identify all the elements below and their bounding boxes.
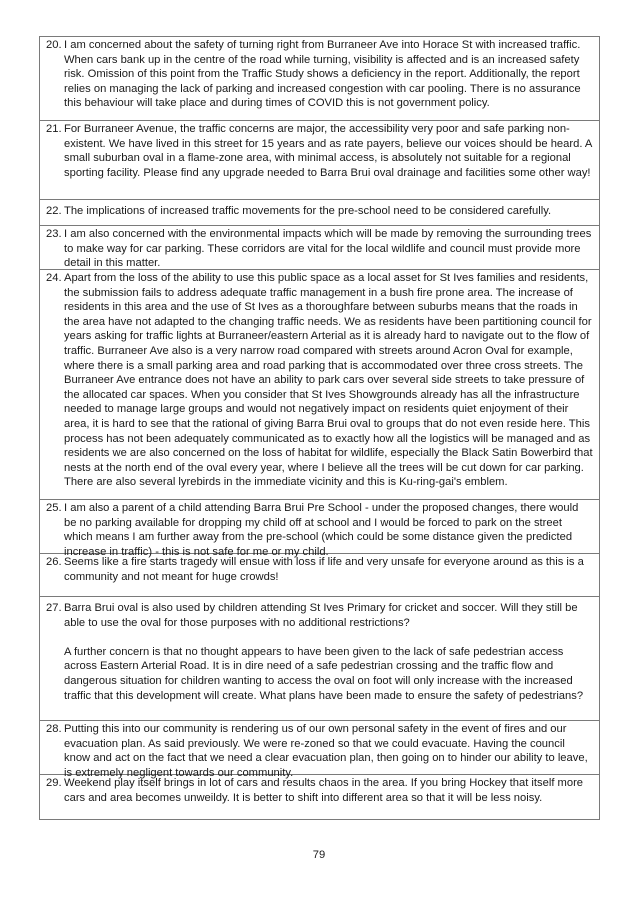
comment-item xyxy=(46,776,593,805)
comment-text: I am also a parent of a child attending Barra Brui Pre School - under the proposed changes, there would be no parking available for dropping my child off at school and I would be forced to park on the street which means I am further away from the pre-school (which could be some distance given the predicted increase in traffic) - this is not safe for me or my child. xyxy=(64,502,579,558)
comment-item xyxy=(46,722,593,780)
comment-item xyxy=(46,555,593,584)
comment-number: 26. xyxy=(46,556,62,568)
comment-item xyxy=(46,271,593,490)
comment-item xyxy=(46,227,593,271)
comment-number: 20. xyxy=(46,39,62,51)
comment-item xyxy=(46,38,593,111)
comment-number: 25. xyxy=(46,502,62,514)
comment-item xyxy=(46,501,593,559)
comment-row-20 xyxy=(39,37,600,121)
comment-number: 28. xyxy=(46,723,62,735)
comment-item xyxy=(46,601,593,703)
comment-text: Seems like a fire starts tragedy will ensue with loss if life and very unsafe for everyone around as this is a community and not meant for huge crowds! xyxy=(64,556,584,583)
comment-text: For Burraneer Avenue, the traffic concerns are major, the accessibility very poor and safe parking non-existent. We have lived in this street for 15 years and as rate payers, believe our voices should be heard. A small suburban oval in a flame-zone area, with minimal access, is absolutely not suitable for a regional sporting facility. Please find any upgrade needed to Barra Brui oval drainage and facilities some other way! xyxy=(64,123,592,179)
comment-item xyxy=(46,122,593,180)
comment-text: Weekend play itself brings in lot of cars and results chaos in the area. If you bring Hockey that itself more cars and area becomes unweildy. It is better to shift into different area so that it will be less noisy. xyxy=(64,777,584,804)
comment-text: Barra Brui oval is also used by children attending St Ives Primary for cricket and soccer. Will they still be able to use the oval for those purposes with no additional restrictions? xyxy=(64,602,578,629)
comment-row-28 xyxy=(39,721,600,779)
comment-item xyxy=(46,204,593,219)
comment-row-21 xyxy=(39,121,600,200)
page-number: 79 xyxy=(312,849,326,861)
comment-row-27 xyxy=(39,597,600,721)
comments-table xyxy=(39,36,600,820)
comment-row-23 xyxy=(39,226,600,270)
comment-row-22 xyxy=(39,200,600,226)
comment-row-25 xyxy=(39,500,600,558)
comment-text: Apart from the loss of the ability to use this public space as a local asset for St Ives families and residents, the submission fails to address adequate traffic management in a bush fire prone area. The increase of residents in this area and the use of St Ives as a thoroughfare between suburbs means that the roads in the area have not adapted to the changing traffic needs. We as residents have been partitioning council for years asking for traffic lights at Burraneer/eastern Arterial as it is already hard to navigate out to the flow of traffic. Burraneer Ave also is a very narrow road compared with streets around Acron Oval for example, where there is a small parking area and road parking that is accommodated over three cross streets. The Burraneer Ave entrance does not have an ability to park cars over several side streets to take pressure of the allocated car spaces. When you consider that St Ives Showgrounds already has all the infrastructure needed to manage large groups and would not negatively impact on residents quiet enjoyment of their area, it is hard to see that the rational of giving Barra Brui oval to groups that do not even reside here. This process has not been adequately communicated as to exactly how all the logistics will be managed and as residents we are also concerned on the loss of habitat for wildlife, especially the Black Satin Bowerbird that nests at the north end of the oval every year, where I believe all the trees will be cut down for car parking. There are also several lyrebirds in the immediate vicinity and this is Ku-ring-gai's emblem. xyxy=(64,272,593,489)
comment-number: 24. xyxy=(46,272,62,284)
comment-text: I am concerned about the safety of turning right from Burraneer Ave into Horace St with increased traffic. When cars bank up in the centre of the road while turning, visibility is affected and is an increased safety risk. Omission of this point from the Traffic Study shows a deficiency in the report. Additionally, the report relies on managing the lack of parking and increased congestion with car pooling. There is no assurance this behaviour will take place and during times of COVID this is not government policy. xyxy=(64,39,581,110)
comment-text: Putting this into our community is rendering us of our own personal safety in the event of fires and our evacuation plan. As said previously. We were re-zoned so that we could evacuate. Having the council know and act on the fact that we need a clear evacuation plan, then going on to hinder our ability to leave, is extremely negligent towards our community. xyxy=(64,723,588,779)
comment-text: I am also concerned with the environmental impacts which will be made by removing the surrounding trees to make way for car parking. These corridors are vital for the local wildlife and council must provide more detail in this matter. xyxy=(64,228,592,270)
comment-number: 23. xyxy=(46,228,62,240)
comment-text: The implications of increased traffic movements for the pre-school need to be considered carefully. xyxy=(64,205,552,217)
comment-number: 22. xyxy=(46,205,62,217)
comment-number: 27. xyxy=(46,602,62,614)
comment-number: 29. xyxy=(46,777,62,789)
comment-row-29 xyxy=(39,775,600,820)
comment-row-24 xyxy=(39,270,600,500)
comment-row-26 xyxy=(39,554,600,597)
comment-text: A further concern is that no thought appears to have been given to the lack of safe pedestrian access across Eastern Arterial Road. It is in dire need of a safe pedestrian crossing and the traffic flow and dangerous situation for children wanting to access the oval on foot will only increase with the increased traffic that this development will create. What plans have been made to ensure the safety of pedestrians? xyxy=(64,645,584,702)
comment-number: 21. xyxy=(46,123,62,135)
